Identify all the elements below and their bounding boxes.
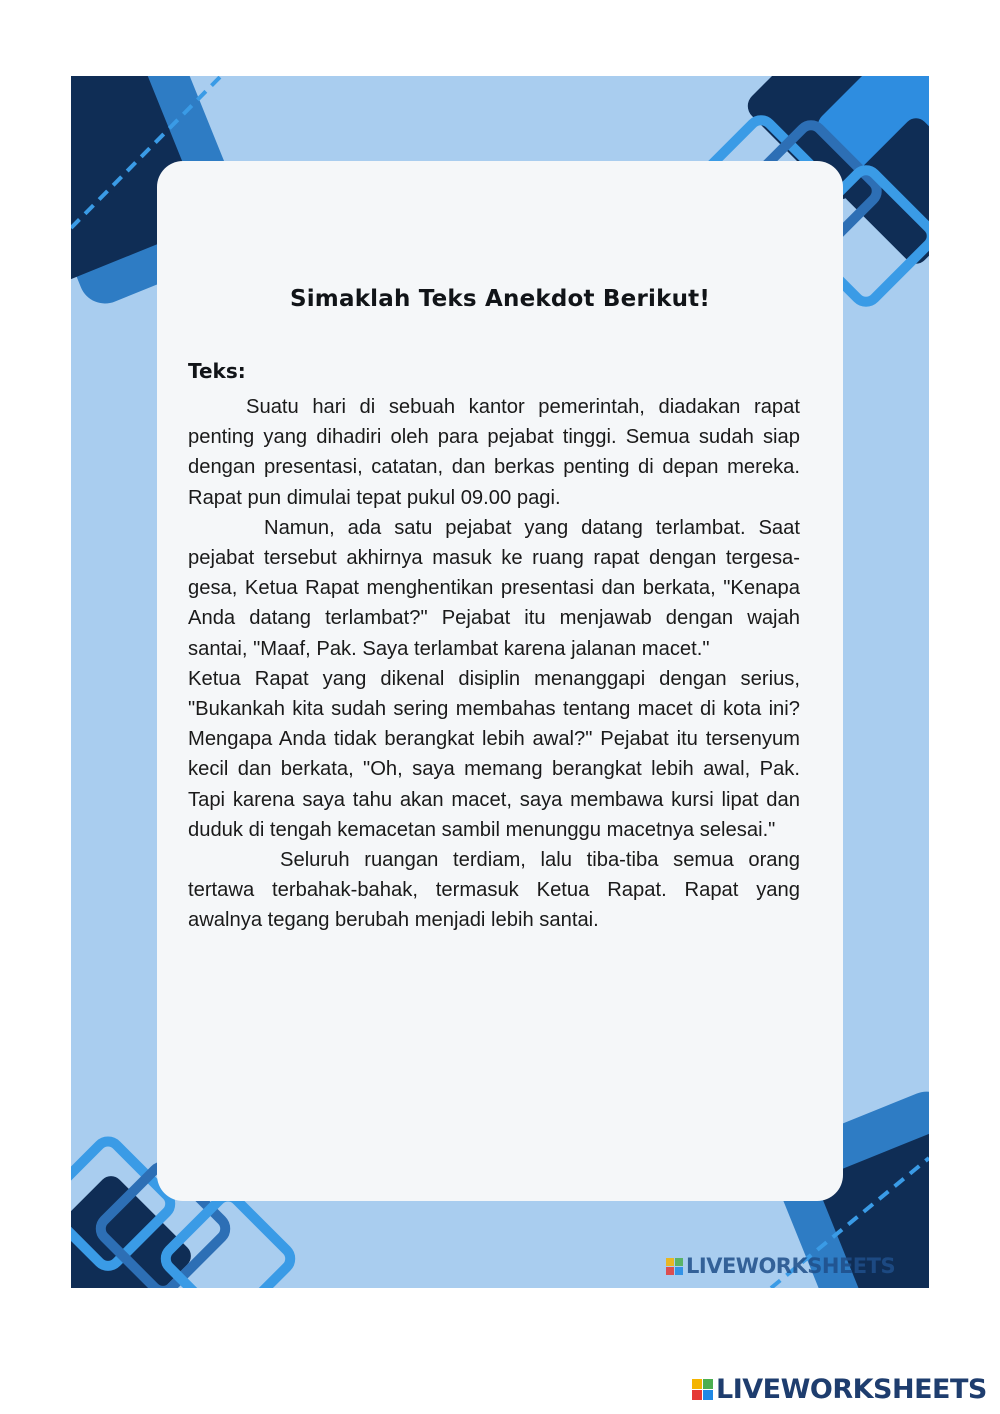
deco-outline-bl-3 — [161, 1192, 295, 1288]
page-title: Simaklah Teks Anekdot Berikut! — [289, 286, 711, 312]
liveworksheets-logo-icon — [666, 1258, 683, 1275]
anecdote-text — [188, 392, 800, 936]
paragraph-4: Seluruh ruangan terdiam, lalu tiba-tiba semua orang tertawa terbahak-bahak, termasuk Ketua Rapat. Rapat yang awalnya tegang berubah menjadi lebih santai. — [188, 849, 800, 932]
liveworksheets-watermark — [666, 1254, 895, 1278]
worksheet-page — [71, 76, 929, 1288]
paragraph-1: Suatu hari di sebuah kantor pemerintah, diadakan rapat penting yang dihadiri oleh para pejabat tinggi. Semua sudah siap dengan presentasi, catatan, dan berkas penting di depan mereka. Rapat pun dimulai tepat pukul 09.00 pagi. — [188, 396, 800, 509]
watermark-text: LIVEWORKSHEETS — [686, 1254, 896, 1278]
footer-brand-text: LIVEWORKSHEETS — [716, 1374, 987, 1405]
text-label: Teks: — [188, 359, 246, 383]
liveworksheets-logo-icon — [692, 1379, 713, 1400]
paragraph-2: Namun, ada satu pejabat yang datang terlambat. Saat pejabat tersebut akhirnya masuk ke ruang rapat dengan tergesa-gesa, Ketua Rapat menghentikan presentasi dan berkata, "Kenapa Anda datang terlambat?" Pejabat itu menjawab dengan wajah santai, "Maaf, Pak. Saya terlambat karena jalanan macet." — [188, 516, 800, 660]
paragraph-3: Ketua Rapat yang dikenal disiplin menanggapi dengan serius, "Bukankah kita sudah sering membahas tentang macet di kota ini? Mengapa Anda tidak berangkat lebih awal?" Pejabat itu tersenyum kecil dan berkata, "Oh, saya memang berangkat lebih awal, Pak. Tapi karena saya tahu akan macet, saya membawa kursi lipat dan duduk di tengah kemacetan sambil menunggu macetnya selesai." — [188, 667, 800, 841]
liveworksheets-footer-logo[interactable] — [692, 1374, 987, 1405]
